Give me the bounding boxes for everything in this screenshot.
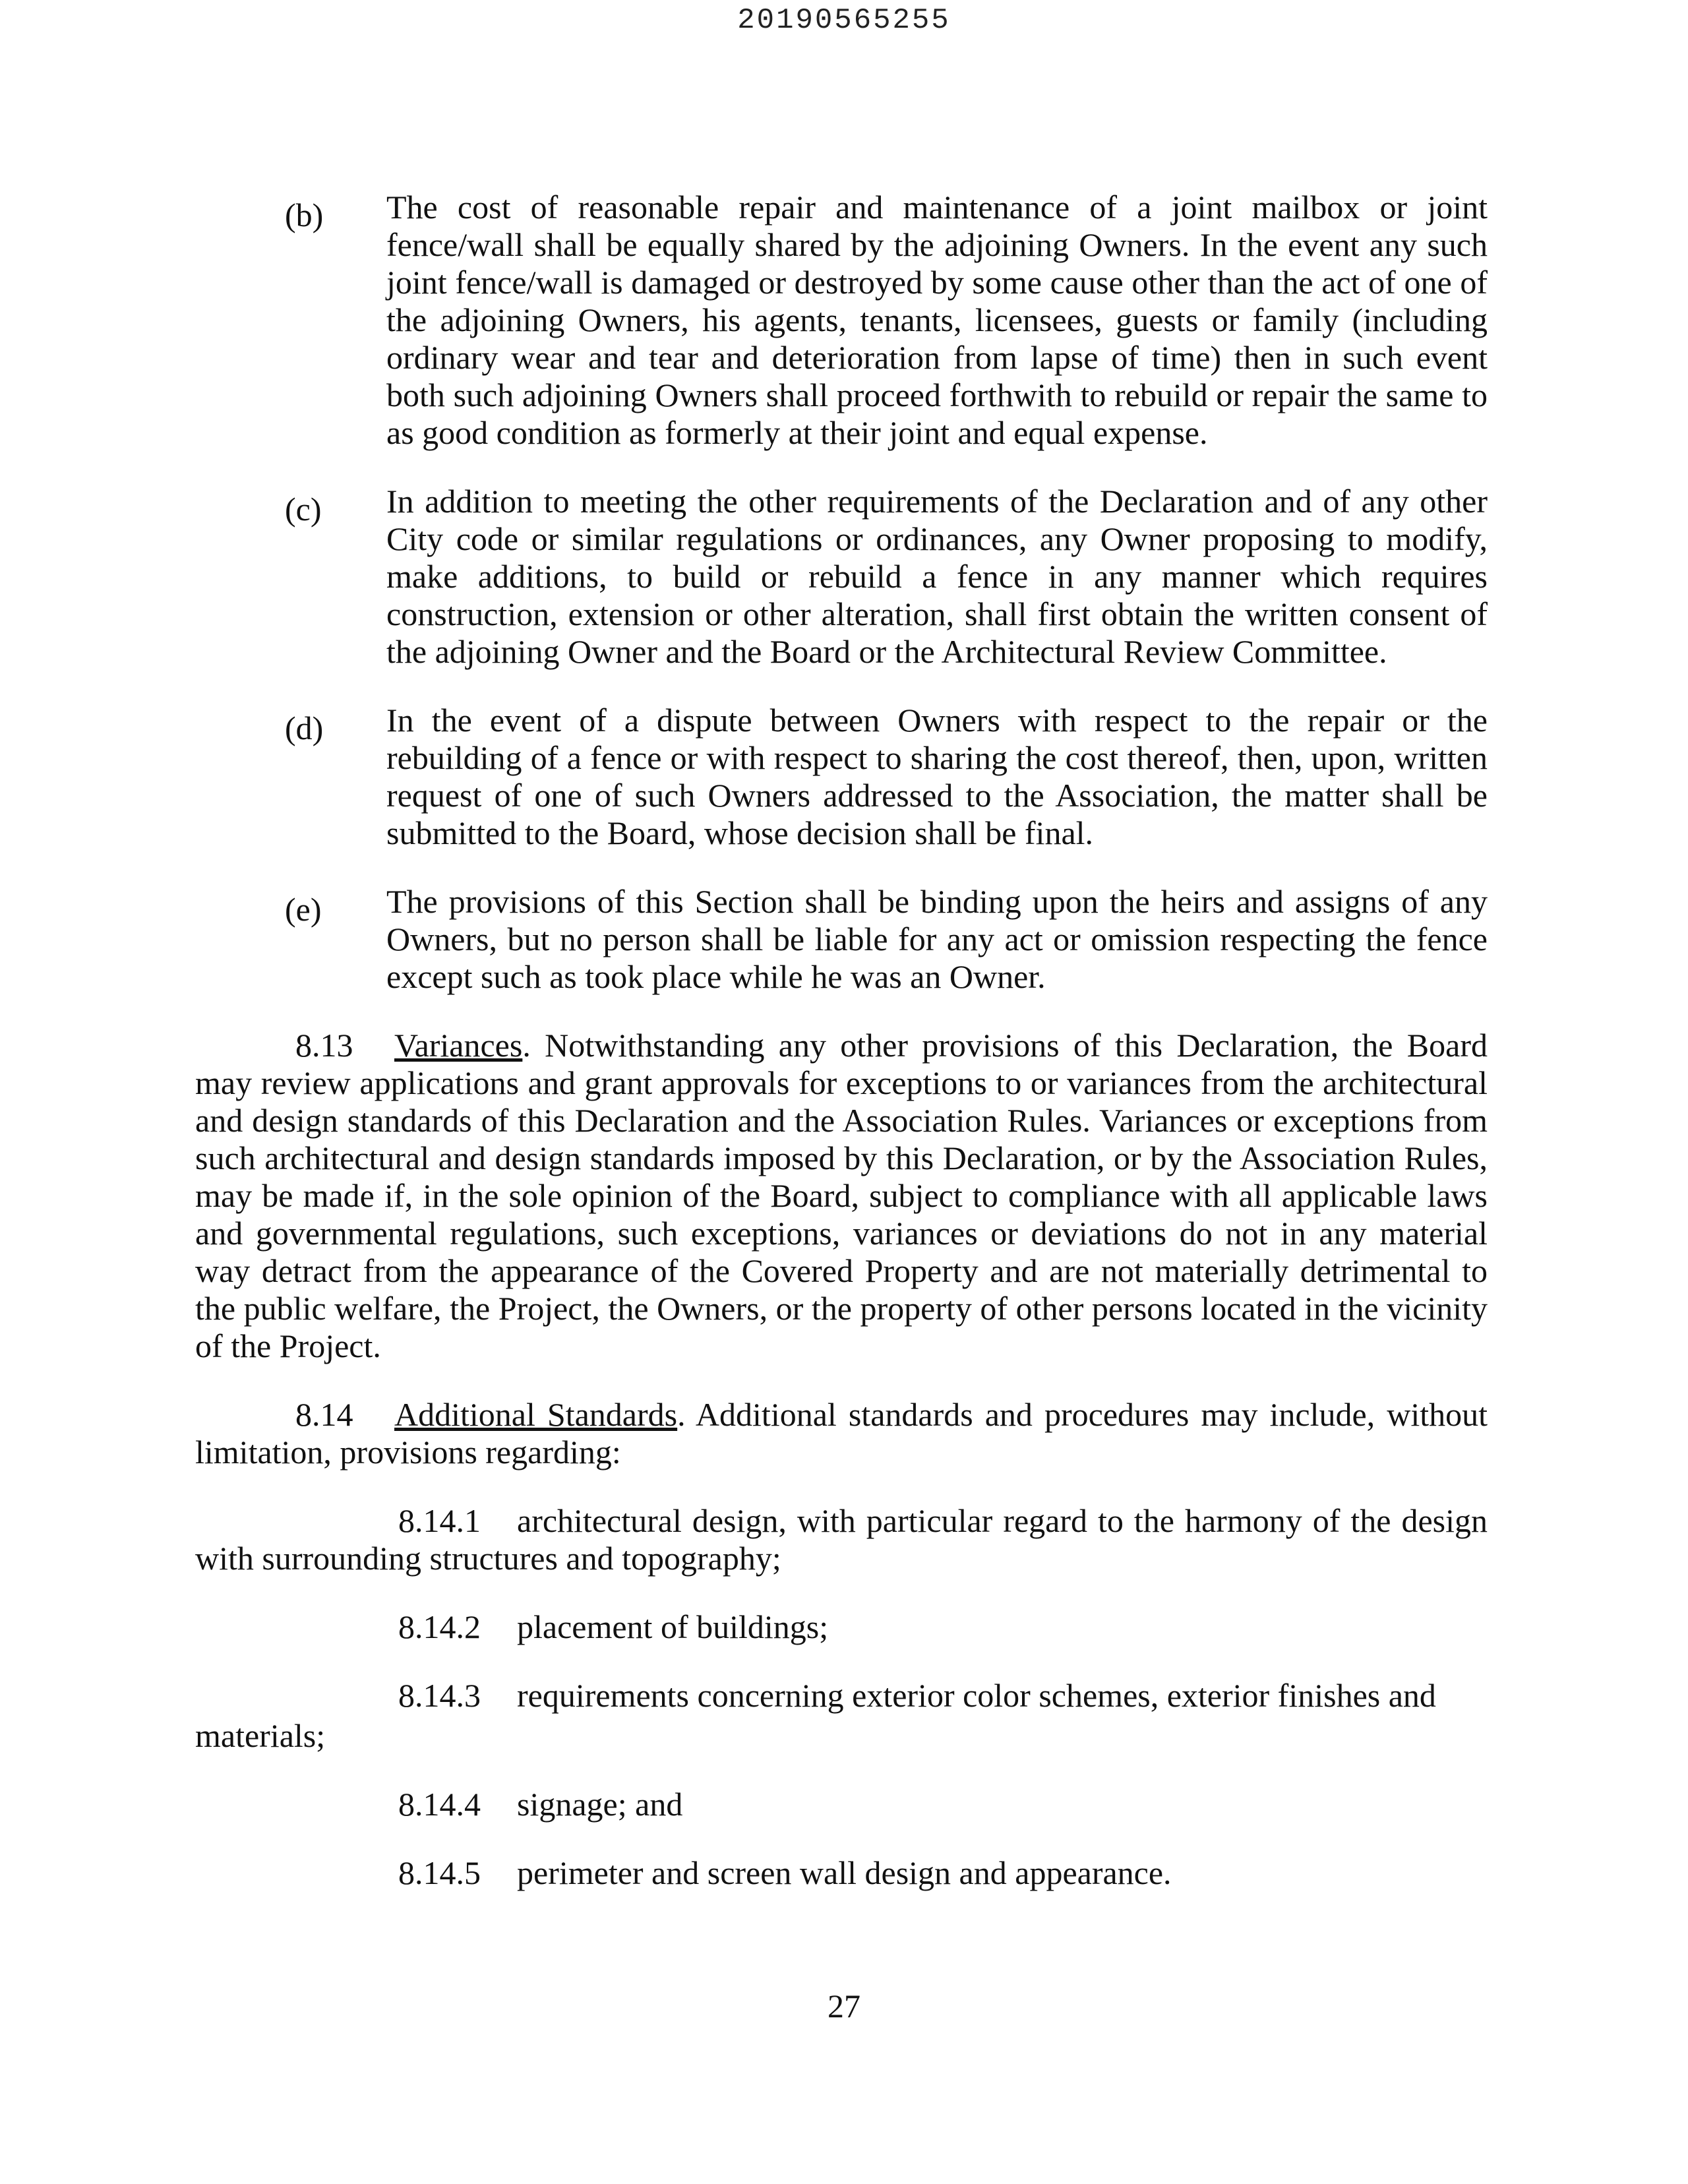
section-text: Notwithstanding any other provisions of this Declaration, the Board may review applications and grant approvals for exceptions to or variances from the architectural and design standards of this Declaration and the Association Rules. Variances or exceptions from such architectural and design standards imposed by this Declaration, or by the Association Rules, may be made if, in the sole opinion of the Board, subject to compliance with all applicable laws and governmental regulations, such exceptions, variances or deviations do not in any material way detract from the appearance of the Covered Property and are not materially detrimental to the public welfare, the Project, the Owners, or the property of other persons located in the vicinity of the Project. (195, 1027, 1488, 1364)
subsection-number: 8.14.5 (398, 1854, 481, 1891)
subsection-text: signage; and (517, 1786, 683, 1823)
subsection-number: 8.14.3 (398, 1677, 481, 1714)
subsection-number: 8.14.4 (398, 1786, 481, 1823)
subsection-continuation: materials; (195, 1717, 326, 1754)
list-item (195, 702, 1488, 852)
section-title-period: . (522, 1027, 545, 1064)
subsection-text: perimeter and screen wall design and appearance. (517, 1854, 1172, 1891)
subsection-text: requirements concerning exterior color schemes, exterior finishes and (517, 1677, 1436, 1714)
subsection-8-14-5 (195, 1854, 1488, 1892)
section-number: 8.14 (295, 1396, 353, 1433)
list-item (195, 483, 1488, 671)
section-title-period: . (677, 1396, 696, 1433)
section-title: Variances (394, 1027, 523, 1064)
subsection-8-14-4 (195, 1786, 1488, 1823)
document-number: 20190565255 (737, 4, 951, 37)
list-item (195, 189, 1488, 452)
subsection-text: placement of buildings; (517, 1608, 829, 1645)
item-text: In addition to meeting the other requirements of the Declaration and of any other City code or similar regulations or ordinances, any Owner proposing to modify, make additions, to build or rebuild a fence in any manner which requires construction, extension or other alteration, shall first obtain the written consent of the adjoining Owner and the Board or the Architectural Review Committee. (386, 483, 1488, 670)
page-number: 27 (828, 1987, 860, 2024)
subsection-8-14-1 (195, 1502, 1488, 1577)
subsection-text: architectural design, with particular regard to the harmony of the design with surrounding structures and topography; (195, 1502, 1488, 1577)
section-8-13 (195, 1027, 1488, 1365)
subsection-number: 8.14.2 (398, 1608, 481, 1645)
list-item (195, 883, 1488, 996)
subsection-8-14-2 (195, 1608, 1488, 1646)
item-text: The cost of reasonable repair and maintenance of a joint mailbox or joint fence/wall shall be equally shared by the adjoining Owners. In the event any such joint fence/wall is damaged or destroyed by some cause other than the act of one of the adjoining Owners, his agents, tenants, licensees, guests or family (including ordinary wear and tear and deterioration from lapse of time) then in such event both such adjoining Owners shall proceed forthwith to rebuild or repair the same to as good condition as formerly at their joint and equal expense. (386, 189, 1488, 451)
document-body (195, 189, 1488, 1923)
item-text: In the event of a dispute between Owners with respect to the repair or the rebuilding of a fence or with respect to sharing the cost thereof, then, upon, written request of one of such Owners addressed to the Association, the matter shall be submitted to the Board, whose decision shall be final. (386, 702, 1488, 851)
item-label: (b) (285, 197, 324, 233)
section-text: Additional standards and procedures may include, without limitation, provisions regarding: (195, 1396, 1488, 1471)
section-number: 8.13 (295, 1027, 353, 1064)
item-label: (c) (285, 491, 322, 528)
section-8-14 (195, 1396, 1488, 1471)
section-title: Additional Standards (394, 1396, 678, 1433)
item-text: The provisions of this Section shall be binding upon the heirs and assigns of any Owners, but no person shall be liable for any act or omission respecting the fence except such as took place while he was an Owner. (386, 883, 1488, 995)
item-label: (d) (285, 710, 324, 746)
item-label: (e) (285, 891, 322, 928)
subsection-number: 8.14.1 (398, 1502, 481, 1539)
subsection-8-14-3 (195, 1677, 1488, 1755)
